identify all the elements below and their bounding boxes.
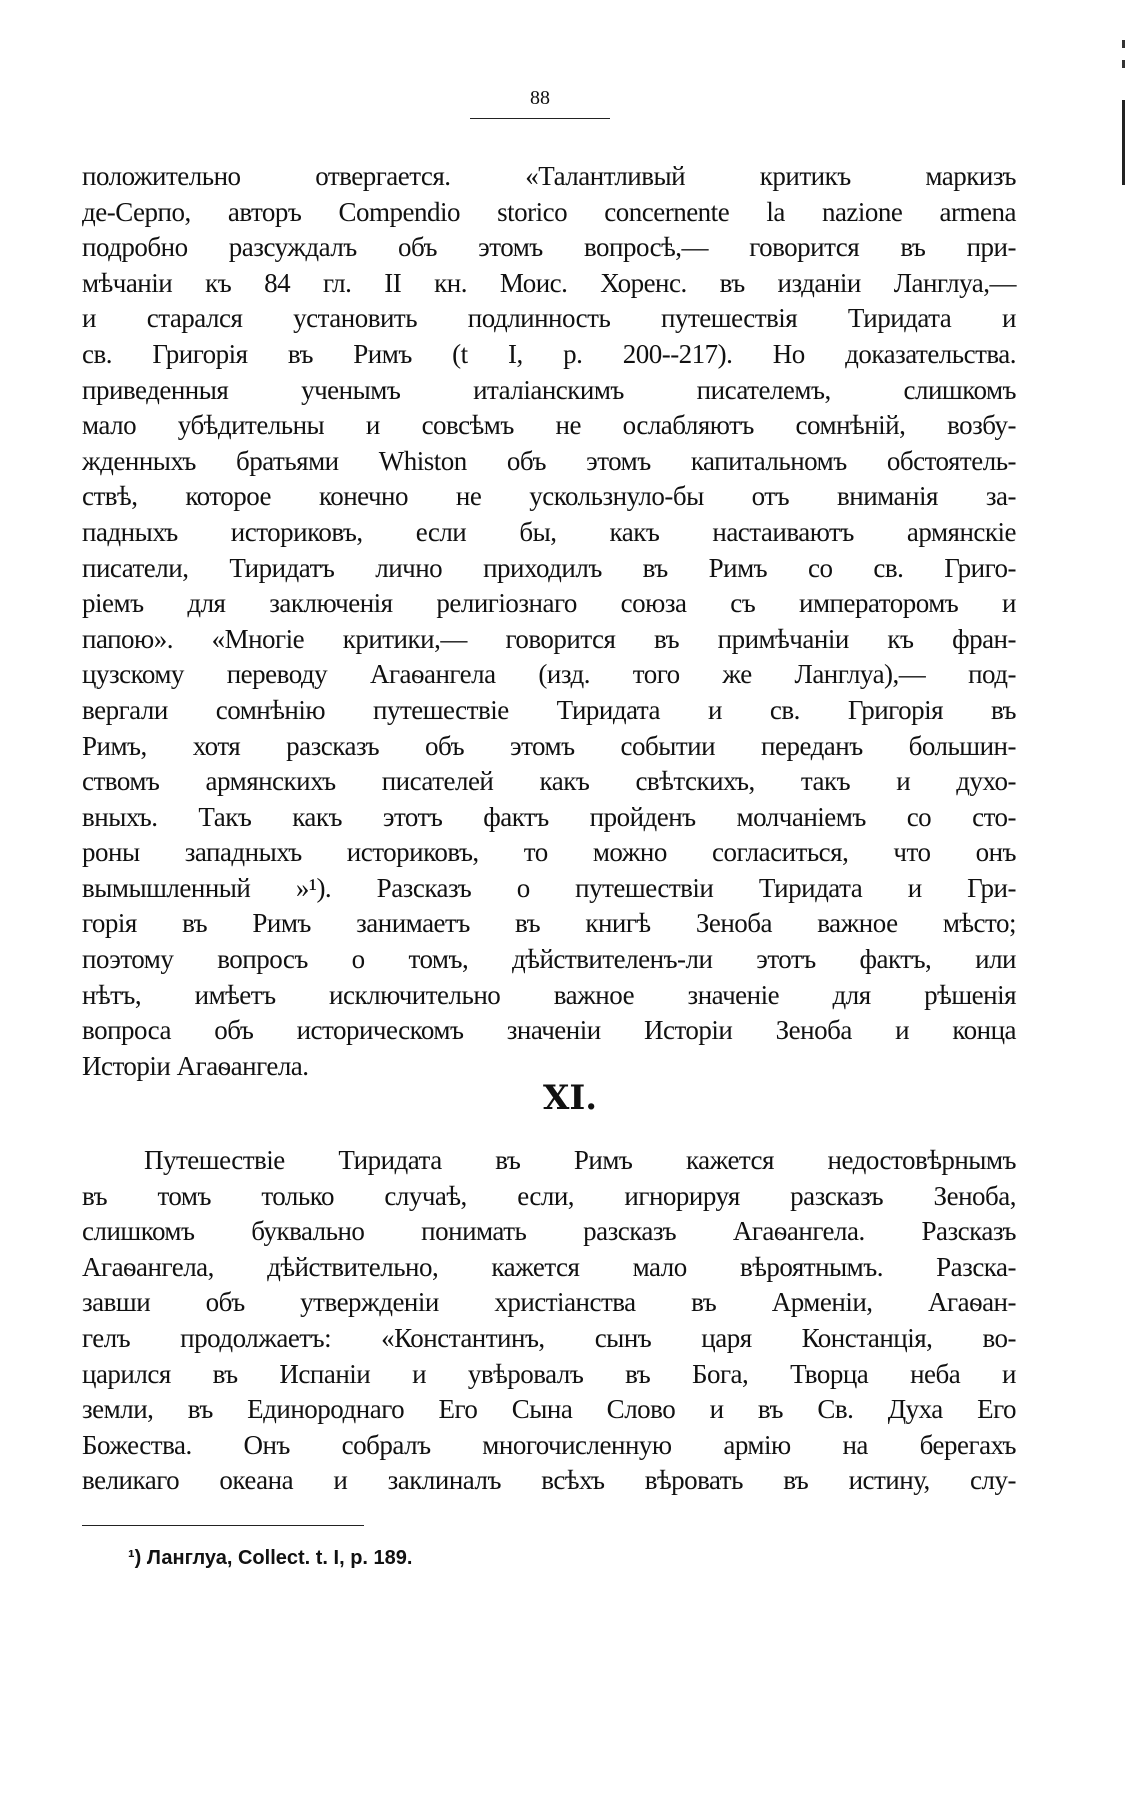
text-line: жденныхъ братьями Whiston объ этомъ капитальномъ обстоятель- (82, 445, 1016, 476)
text-line: царился въ Испаніи и увѣровалъ въ Бога, Творца неба и (82, 1358, 1016, 1389)
text-line: де-Серпо, авторъ Compendio storico concernente la nazione armena (82, 196, 1016, 227)
text-line: положительно отвергается. «Талантливый критикъ маркизъ (82, 161, 1016, 191)
text-line: ріемъ для заключенія религіознаго союза съ императоромъ и (82, 588, 1016, 619)
text-line: Божества. Онъ собралъ многочисленную армію на берегахъ (82, 1429, 1016, 1460)
section-heading: XI. (542, 1078, 598, 1118)
text-line: Агаѳангела, дѣйствительно, кажется мало вѣроятнымъ. Разска- (82, 1251, 1016, 1282)
text-line: приведенныя ученымъ италіанскимъ писателемъ, слишкомъ (82, 374, 1016, 405)
body-paragraph-1 (82, 159, 1016, 1084)
text-line: писатели, Тиридатъ лично приходилъ въ Римъ со св. Григо- (82, 552, 1016, 583)
page-number-rule (470, 118, 610, 119)
text-line: подробно разсуждалъ объ этомъ вопросѣ,— говорится въ при- (82, 232, 1016, 263)
text-line: въ томъ только случаѣ, если, игнорируя разсказъ Зеноба, (82, 1180, 1016, 1211)
text-line: мало убѣдительны и совсѣмъ не ослабляютъ сомнѣній, возбу- (82, 410, 1016, 441)
page-edge-mark (1122, 100, 1125, 185)
text-line: земли, въ Единороднаго Его Сына Слово и въ Св. Духа Его (82, 1394, 1016, 1425)
text-line: ствѣ, которое конечно не ускользнуло-бы отъ вниманія за- (82, 481, 1016, 512)
text-line: вопроса объ историческомъ значеніи Исторіи Зеноба и конца (82, 1015, 1016, 1046)
text-line: мѣчаніи къ 84 гл. II кн. Моис. Хоренс. въ изданіи Ланглуа,— (82, 267, 1016, 298)
text-line: великаго океана и заклиналъ всѣхъ вѣровать въ истину, слу- (82, 1465, 1016, 1496)
text-line: Путешествіе Тиридата въ Римъ кажется недостовѣрнымъ (144, 1145, 1016, 1175)
text-line: Римъ, хотя разсказъ объ этомъ событии переданъ большин- (82, 730, 1016, 761)
footnote: ¹) Ланглуа, Collect. t. I, p. 189. (128, 1547, 413, 1569)
text-line: вныхъ. Такъ какъ этотъ фактъ пройденъ молчаніемъ со сто- (82, 801, 1016, 832)
page-edge-dot (1122, 40, 1125, 48)
text-line: вымышленный »¹). Разсказъ о путешествіи Тиридата и Гри- (82, 872, 1016, 903)
text-line: падныхъ историковъ, если бы, какъ настаиваютъ армянскіе (82, 516, 1016, 547)
text-line: гелъ продолжаетъ: «Константинъ, сынъ царя Констанція, во- (82, 1322, 1016, 1353)
text-line: папою». «Многіе критики,— говорится въ примѣчаніи къ фран- (82, 623, 1016, 654)
text-line: горія въ Римъ занимаетъ въ книгѣ Зеноба важное мѣсто; (82, 908, 1016, 939)
footnote-rule (82, 1525, 364, 1526)
text-line: поэтому вопросъ о томъ, дѣйствителенъ-ли этотъ фактъ, или (82, 944, 1016, 975)
page-number: 88 (530, 87, 550, 109)
page-edge-dot (1122, 60, 1125, 68)
body-paragraph-2 (82, 1143, 1016, 1499)
text-line: ствомъ армянскихъ писателей какъ свѣтскихъ, такъ и духо- (82, 766, 1016, 797)
text-line: св. Григорія въ Римъ (t I, p. 200--217). Но доказательства. (82, 338, 1016, 369)
text-line: слишкомъ буквально понимать разсказъ Агаѳангела. Разсказъ (82, 1216, 1016, 1247)
text-line: роны западныхъ историковъ, то можно согласиться, что онъ (82, 837, 1016, 868)
text-line: и старался установить подлинность путешествія Тиридата и (82, 303, 1016, 334)
text-line: завши объ утвержденіи христіанства въ Арменіи, Агаѳан- (82, 1287, 1016, 1318)
text-line: нѣтъ, имѣетъ исключительно важное значеніе для рѣшенія (82, 979, 1016, 1010)
text-line: вергали сомнѣнію путешествіе Тиридата и св. Григорія въ (82, 694, 1016, 725)
text-line: цузскому переводу Агаѳангела (изд. того же Ланглуа),— под- (82, 659, 1016, 690)
text-line: Исторіи Агаѳангела. (82, 1050, 309, 1081)
